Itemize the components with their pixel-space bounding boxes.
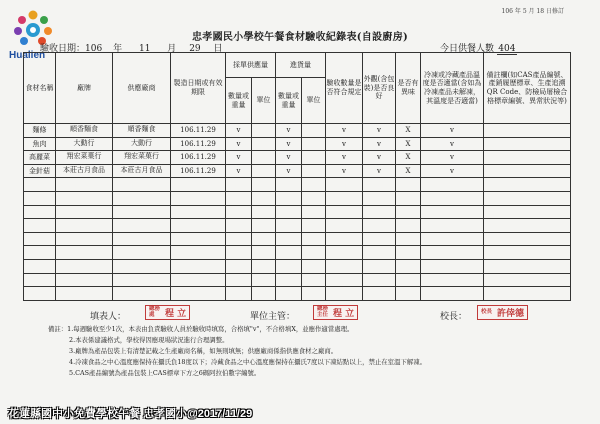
logo-text: Hualien [9, 50, 46, 61]
empty-cell [226, 232, 252, 246]
empty-cell [302, 178, 326, 192]
table-row [24, 164, 571, 178]
cell-check: v [326, 124, 363, 138]
empty-cell [226, 205, 252, 219]
empty-cell [24, 246, 56, 260]
cell-brand: 順香麵食 [56, 124, 113, 138]
empty-cell [484, 259, 571, 273]
empty-cell [363, 191, 396, 205]
note-line: 3.廠牌為產品包裝上有清楚記載之生產廠商名稱，如無則填無；供應廠商係指供應食材之廠商。 [69, 347, 338, 355]
empty-cell [396, 259, 421, 273]
empty-cell [56, 219, 113, 233]
empty-cell [326, 219, 363, 233]
header-appearance: 外觀(含包裝)是否良好 [363, 53, 396, 124]
cell-date: 106.11.29 [171, 137, 226, 151]
empty-cell [396, 246, 421, 260]
principal-name: 許倖德 [497, 309, 525, 319]
empty-cell [113, 259, 171, 273]
empty-cell [113, 219, 171, 233]
cell-check: v [326, 151, 363, 165]
header-received: 進貨量 [276, 53, 326, 78]
cell-unit2 [302, 137, 326, 151]
empty-cell [56, 246, 113, 260]
empty-table-row [24, 232, 571, 246]
header-date: 製造日期或有效期限 [171, 53, 226, 124]
supervisor-stamp [313, 305, 358, 320]
cell-appearance: v [363, 164, 396, 178]
principal-stamp [477, 305, 528, 320]
empty-cell [363, 273, 396, 287]
empty-cell [326, 246, 363, 260]
empty-table-row [24, 259, 571, 273]
empty-cell [363, 219, 396, 233]
empty-cell [226, 191, 252, 205]
empty-cell [396, 273, 421, 287]
empty-cell [326, 178, 363, 192]
header-qty2: 數量或重量 [276, 78, 302, 124]
empty-table-row [24, 219, 571, 233]
empty-cell [363, 246, 396, 260]
filler-stamp-title: 總務處 [149, 306, 161, 318]
empty-cell [396, 205, 421, 219]
empty-cell [421, 178, 484, 192]
empty-cell [171, 273, 226, 287]
empty-cell [484, 287, 571, 301]
empty-cell [24, 232, 56, 246]
cell-supplier: 本莊古月食品 [113, 164, 171, 178]
empty-cell [396, 287, 421, 301]
cell-qty2: v [276, 151, 302, 165]
empty-cell [421, 273, 484, 287]
empty-cell [484, 178, 571, 192]
cell-name: 魚肉 [24, 137, 56, 151]
empty-cell [171, 191, 226, 205]
empty-cell [421, 219, 484, 233]
empty-cell [226, 273, 252, 287]
empty-table-row [24, 246, 571, 260]
empty-cell [113, 232, 171, 246]
empty-cell [363, 178, 396, 192]
cell-odor: X [396, 137, 421, 151]
header-remarks: 備註欄(如CAS產品編號、產銷履歷標章、生產追溯QR Code、防檢局屠檢合格標章編號、異常狀況等) [484, 53, 571, 124]
filler-label: 填表人： [90, 312, 127, 322]
empty-table-row [24, 287, 571, 301]
cell-date: 106.11.29 [171, 124, 226, 138]
cell-unit [252, 137, 276, 151]
empty-cell [484, 205, 571, 219]
cell-qty: v [226, 151, 252, 165]
empty-cell [252, 219, 276, 233]
supervisor-name: 程 立 [333, 309, 355, 319]
cell-remark [484, 124, 571, 138]
empty-cell [56, 191, 113, 205]
cell-date: 106.11.29 [171, 164, 226, 178]
header-supplier: 供應廠商 [113, 53, 171, 124]
empty-table-row [24, 191, 571, 205]
month-unit: 月 [167, 44, 177, 54]
empty-cell [171, 219, 226, 233]
note-line: 備註：1.每週驗收至少1次，本表由負責驗收人員於驗收時填寫，合格填"v"，不合格填X，並應作適當處理。 [48, 325, 354, 333]
empty-cell [326, 273, 363, 287]
header-unit: 單位 [252, 78, 276, 124]
empty-cell [484, 219, 571, 233]
empty-cell [171, 287, 226, 301]
empty-cell [421, 205, 484, 219]
cell-name: 金針菇 [24, 164, 56, 178]
cell-appearance: v [363, 151, 396, 165]
cell-check: v [326, 137, 363, 151]
cell-supplier: 翔宏菜菓行 [113, 151, 171, 165]
cell-unit2 [302, 151, 326, 165]
supervisor-label: 單位主管： [250, 312, 296, 322]
empty-cell [171, 232, 226, 246]
cell-temp: v [421, 151, 484, 165]
cell-appearance: v [363, 124, 396, 138]
empty-cell [56, 273, 113, 287]
empty-cell [252, 191, 276, 205]
empty-cell [226, 259, 252, 273]
empty-cell [396, 219, 421, 233]
cell-unit2 [302, 124, 326, 138]
empty-cell [252, 232, 276, 246]
empty-table-row [24, 205, 571, 219]
empty-cell [252, 273, 276, 287]
cell-unit [252, 124, 276, 138]
principal-label: 校長： [440, 312, 468, 322]
empty-cell [171, 246, 226, 260]
empty-cell [276, 191, 302, 205]
header-purchase: 採單供應量 [226, 53, 276, 78]
empty-cell [171, 205, 226, 219]
date-year: 106 [85, 44, 103, 54]
empty-cell [302, 205, 326, 219]
empty-cell [363, 232, 396, 246]
empty-cell [326, 287, 363, 301]
empty-cell [421, 191, 484, 205]
empty-cell [396, 232, 421, 246]
cell-qty: v [226, 164, 252, 178]
empty-cell [171, 259, 226, 273]
date-label: 驗收日期： [40, 44, 86, 54]
inspection-table [23, 52, 571, 301]
cell-unit2 [302, 164, 326, 178]
cell-temp: v [421, 124, 484, 138]
cell-date: 106.11.29 [171, 151, 226, 165]
empty-cell [252, 287, 276, 301]
empty-cell [421, 259, 484, 273]
cell-check: v [326, 164, 363, 178]
cell-name: 麵條 [24, 124, 56, 138]
filler-stamp [145, 305, 190, 320]
empty-cell [113, 287, 171, 301]
cell-remark [484, 151, 571, 165]
note-line: 2.本表係建議格式，學校得因應現場狀況進行合理調整。 [69, 336, 229, 344]
empty-cell [252, 259, 276, 273]
cell-qty: v [226, 124, 252, 138]
empty-cell [484, 246, 571, 260]
empty-cell [302, 219, 326, 233]
cell-temp: v [421, 137, 484, 151]
empty-cell [24, 178, 56, 192]
cell-appearance: v [363, 137, 396, 151]
empty-cell [56, 287, 113, 301]
table-row [24, 137, 571, 151]
empty-cell [276, 246, 302, 260]
servings-value: 404 [498, 44, 516, 54]
empty-cell [276, 232, 302, 246]
empty-cell [326, 232, 363, 246]
empty-cell [302, 246, 326, 260]
notes [48, 324, 426, 379]
empty-cell [484, 232, 571, 246]
year-unit: 年 [113, 44, 123, 54]
servings-label: 今日供餐人數 [440, 44, 495, 54]
empty-cell [56, 259, 113, 273]
empty-cell [276, 259, 302, 273]
empty-cell [252, 246, 276, 260]
cell-temp: v [421, 164, 484, 178]
date-day: 29 [189, 44, 201, 54]
cell-name: 高麗菜 [24, 151, 56, 165]
cell-brand: 大動行 [56, 137, 113, 151]
empty-cell [396, 191, 421, 205]
table-row [24, 151, 571, 165]
cell-supplier: 大動行 [113, 137, 171, 151]
empty-cell [302, 232, 326, 246]
principal-stamp-title: 校長 [481, 308, 493, 315]
empty-cell [326, 191, 363, 205]
empty-cell [302, 259, 326, 273]
cell-remark [484, 164, 571, 178]
empty-cell [276, 287, 302, 301]
page-title: 忠孝國民小學校午餐食材驗收紀錄表(自設廚房) [191, 32, 409, 43]
empty-cell [421, 232, 484, 246]
empty-cell [421, 287, 484, 301]
empty-cell [326, 205, 363, 219]
supervisor-stamp-title: 總務主任 [317, 306, 329, 318]
empty-cell [24, 205, 56, 219]
cell-brand: 翔宏菜菓行 [56, 151, 113, 165]
empty-cell [326, 259, 363, 273]
empty-cell [24, 219, 56, 233]
empty-cell [226, 219, 252, 233]
cell-qty: v [226, 137, 252, 151]
empty-cell [363, 259, 396, 273]
empty-cell [363, 287, 396, 301]
empty-cell [226, 246, 252, 260]
cell-odor: X [396, 151, 421, 165]
empty-cell [276, 273, 302, 287]
empty-cell [421, 246, 484, 260]
header-unit2: 單位 [302, 78, 326, 124]
empty-cell [113, 205, 171, 219]
note-line: 4.冷凍食品之中心溫度應保持在攝氏負18度以下；冷藏食品之中心溫度應保持在攝氏7度以下凍結點以上，禁止在室溫下解凍。 [69, 358, 426, 366]
empty-cell [276, 219, 302, 233]
empty-cell [171, 178, 226, 192]
cell-qty2: v [276, 124, 302, 138]
empty-cell [484, 191, 571, 205]
empty-cell [484, 273, 571, 287]
empty-cell [24, 273, 56, 287]
note-line: 5.CAS產品編號為產品包裝上CAS標章下方之6碼阿拉伯數字編號。 [69, 369, 261, 377]
empty-cell [24, 191, 56, 205]
header-check: 驗收數量是否符合規定 [326, 53, 363, 124]
cell-odor: X [396, 164, 421, 178]
revision-date: 106 年 5 月 18 日修訂 [501, 8, 564, 15]
empty-cell [363, 205, 396, 219]
date-month: 11 [138, 44, 151, 54]
empty-cell [56, 178, 113, 192]
cell-supplier: 順香麵食 [113, 124, 171, 138]
empty-cell [302, 191, 326, 205]
header-odor: 是否有異味 [396, 53, 421, 124]
empty-cell [396, 178, 421, 192]
empty-cell [276, 178, 302, 192]
empty-table-row [24, 273, 571, 287]
footer-caption: 花蓮縣國中小免費學校午餐 忠孝國小@2017/11/29 [8, 408, 253, 420]
empty-cell [24, 287, 56, 301]
cell-remark [484, 137, 571, 151]
header-temperature: 冷凍或冷藏產品溫度是否適當(含如為冷凍產品未解凍，其溫度是否適當) [421, 53, 484, 124]
empty-cell [56, 205, 113, 219]
table-row [24, 124, 571, 138]
day-unit: 日 [213, 44, 223, 54]
header-brand: 廠牌 [56, 53, 113, 124]
empty-cell [226, 178, 252, 192]
empty-cell [24, 259, 56, 273]
empty-table-row [24, 178, 571, 192]
cell-odor: X [396, 124, 421, 138]
cell-unit [252, 151, 276, 165]
cell-qty2: v [276, 164, 302, 178]
empty-cell [113, 191, 171, 205]
filler-name: 程 立 [165, 309, 187, 319]
empty-cell [113, 273, 171, 287]
cell-qty2: v [276, 137, 302, 151]
empty-cell [252, 178, 276, 192]
empty-cell [252, 205, 276, 219]
signature-row [0, 303, 600, 323]
empty-cell [56, 232, 113, 246]
empty-cell [113, 178, 171, 192]
empty-cell [302, 287, 326, 301]
cell-brand: 本莊古月食品 [56, 164, 113, 178]
empty-cell [302, 273, 326, 287]
header-ingredient: 食材名稱 [24, 53, 56, 124]
cell-unit [252, 164, 276, 178]
empty-cell [276, 205, 302, 219]
header-qty: 數量或重量 [226, 78, 252, 124]
empty-cell [113, 246, 171, 260]
empty-cell [226, 287, 252, 301]
